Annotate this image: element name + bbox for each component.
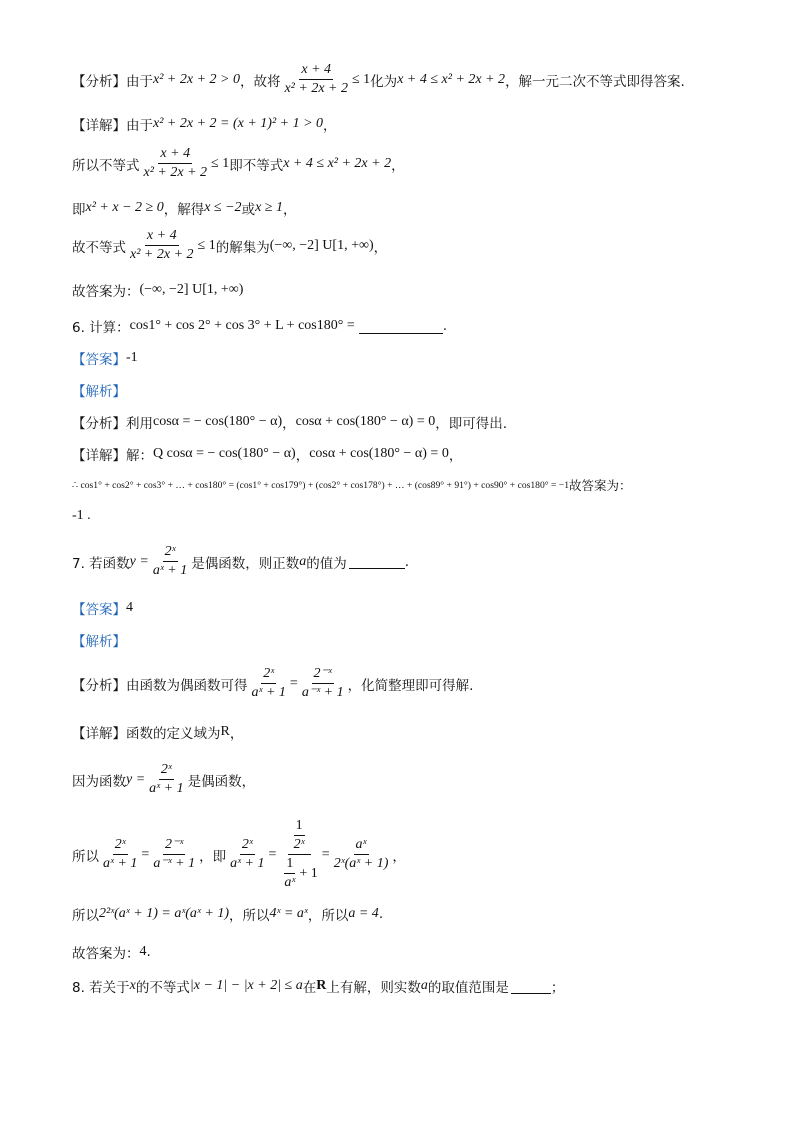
text: 即不等式 <box>229 157 284 174</box>
denominator: x² + 2x + 2 <box>143 165 208 181</box>
fraction <box>250 666 288 701</box>
answer-blank[interactable] <box>359 319 443 334</box>
denominator: 2ˣ <box>293 837 305 853</box>
q7-end <box>72 942 151 962</box>
q6-answer <box>72 348 138 368</box>
jiexi-tag: 【解析】 <box>72 384 126 400</box>
denominator: aˣ + 1 <box>230 856 265 872</box>
text: 因为函数 <box>72 773 126 790</box>
text: 在 <box>302 980 317 996</box>
numerator: aˣ <box>354 837 369 855</box>
math-expr: y = <box>129 553 149 569</box>
text: 的值为 <box>306 555 347 572</box>
numerator: x + 4 <box>145 228 179 246</box>
fraction <box>300 666 346 701</box>
detail-line-3 <box>72 198 296 218</box>
fraction <box>282 62 350 97</box>
math-expr: Q cosα = − cos(180° − α) <box>153 446 296 461</box>
math-expr: ∴ cos1° + cos2° + cos3° + … + cos180° = (cos1° + cos179°) + (cos2° + cos178°) + … + (cos89° + 91°) + cos90° + cos180° = −1 <box>72 479 570 491</box>
text: ， <box>282 202 297 218</box>
math-expr: cosα = − cos(180° − α) <box>153 414 283 429</box>
text: 由函数为偶函数可得 <box>126 677 248 694</box>
detail-line-2 <box>72 146 405 181</box>
detail-tag: 【详解】 <box>72 118 126 134</box>
math-expr: ≤ 1 <box>352 71 371 87</box>
compound-fraction <box>278 818 319 891</box>
text: 的取值范围是 <box>427 980 509 996</box>
text: 的解集为 <box>215 239 270 256</box>
denominator: a⁻ˣ + 1 <box>153 856 196 872</box>
math-expr: cos1° + cos 2° + cos 3° + L + cos180° = <box>129 318 355 333</box>
detail-tag: 【详解】 <box>72 448 126 464</box>
question-stem: 8. 若关于 <box>72 980 130 996</box>
answer-value: -1 <box>126 350 138 365</box>
math-expr: |x − 1| − |x + 2| ≤ a <box>189 978 303 993</box>
q7-detail <box>72 722 243 742</box>
text: ， <box>373 239 388 256</box>
equals: = <box>321 846 330 862</box>
text: . <box>442 318 448 334</box>
numerator: 2ˣ <box>261 666 276 684</box>
text: 由于 <box>126 73 153 90</box>
math-expr: x² + 2x + 2 = (x + 1)² + 1 > 0 <box>153 116 324 131</box>
text: 由于 <box>126 118 153 134</box>
math-expr: y = <box>126 771 146 787</box>
equals: = <box>289 675 298 691</box>
text: ， <box>323 118 337 134</box>
denominator: a⁻ˣ + 1 <box>301 685 344 701</box>
text: 故不等式 <box>72 239 126 256</box>
analysis-line-1 <box>72 62 685 97</box>
q7-jiexi <box>72 630 126 650</box>
denominator: aˣ <box>284 875 296 891</box>
question-8 <box>72 976 564 996</box>
numerator: x + 4 <box>158 146 192 164</box>
math-expr: x² + x − 2 ≥ 0 <box>85 200 164 215</box>
q7-line-1 <box>72 762 255 797</box>
text: 解： <box>126 448 153 464</box>
math-expr: ≤ 1 <box>197 237 216 253</box>
denominator: aˣ + 1 <box>103 856 138 872</box>
numerator: 1 <box>294 818 305 836</box>
q7-line-2 <box>72 818 406 891</box>
numerator: 2ˣ <box>240 837 255 855</box>
analysis-tag: 【分析】 <box>72 677 126 694</box>
math-expr: x ≥ 1 <box>255 200 283 215</box>
denominator: x² + 2x + 2 <box>284 81 348 97</box>
answer-tag: 【答案】 <box>72 602 126 618</box>
fraction <box>332 837 391 872</box>
text: ， <box>391 157 405 174</box>
text: ，所以 <box>229 908 270 924</box>
compound-numerator <box>288 818 311 855</box>
question-6 <box>72 316 447 336</box>
text: 即 <box>72 202 86 218</box>
denominator: 2ˣ(aˣ + 1) <box>333 856 389 872</box>
math-expr: x <box>129 978 136 993</box>
text: . <box>404 553 410 570</box>
math-expr: + 1 <box>299 865 318 881</box>
text: ， <box>282 416 296 432</box>
text: 是偶函数， <box>187 773 256 790</box>
math-expr: a <box>299 553 307 569</box>
q6-long-equation <box>72 476 632 494</box>
q7-analysis <box>72 666 473 701</box>
math-expr: R <box>316 978 327 993</box>
answer-value: 4 <box>126 600 133 615</box>
numerator: 2ˣ <box>163 544 178 562</box>
numerator: 2⁻ˣ <box>312 666 334 684</box>
detail-tag: 【详解】 <box>72 726 126 742</box>
math-expr: x + 4 ≤ x² + 2x + 2 <box>397 71 506 87</box>
text: 或 <box>241 202 256 218</box>
answer-line <box>72 280 243 300</box>
math-expr: ≤ 1 <box>211 155 230 171</box>
detail-line-4 <box>72 228 387 263</box>
fraction <box>282 856 297 891</box>
q7-answer <box>72 598 133 618</box>
math-expr: x + 4 ≤ x² + 2x + 2 <box>283 155 392 171</box>
text: ，故将 <box>239 73 281 90</box>
fraction <box>292 818 307 853</box>
denominator: aˣ + 1 <box>149 781 184 797</box>
text: 函数的定义域为 <box>126 726 221 742</box>
text: ，化简整理即可得解. <box>347 677 474 694</box>
text: 的不等式 <box>135 980 190 996</box>
jiexi-tag: 【解析】 <box>72 634 126 650</box>
answer-blank[interactable] <box>511 979 551 994</box>
fraction <box>101 837 139 872</box>
text: ，即可得出. <box>435 416 508 432</box>
detail-line-1 <box>72 114 337 134</box>
math-expr: x² + 2x + 2 > 0 <box>153 71 240 87</box>
text: 故答案为： <box>569 478 632 493</box>
text: 所以 <box>72 848 99 865</box>
text: 所以不等式 <box>72 157 140 174</box>
text: . <box>378 906 384 922</box>
fraction <box>228 837 266 872</box>
text: ； <box>550 980 565 996</box>
math-expr: (−∞, −2] U[1, +∞) <box>139 282 244 297</box>
fraction <box>128 228 196 263</box>
fraction <box>147 762 185 797</box>
fraction <box>142 146 210 181</box>
q6-analysis <box>72 412 507 432</box>
text: ， <box>448 448 463 464</box>
math-expr: (−∞, −2] U[1, +∞) <box>269 237 374 253</box>
text: 是偶函数，则正数 <box>191 555 300 572</box>
numerator: 1 <box>284 856 295 874</box>
answer-tag: 【答案】 <box>72 352 126 368</box>
compound-denominator <box>278 855 319 891</box>
text: ， <box>295 448 310 464</box>
text: 化为 <box>370 73 398 90</box>
text: ，解一元二次不等式即得答案. <box>505 73 685 90</box>
denominator: aˣ + 1 <box>251 685 286 701</box>
math-expr: a <box>420 978 428 993</box>
equals: = <box>141 846 150 862</box>
equals: = <box>268 846 277 862</box>
text: 故答案为： <box>72 284 140 300</box>
numerator: 2ˣ <box>113 837 128 855</box>
text: 利用 <box>126 416 153 432</box>
text: ， <box>229 726 244 742</box>
math-expr: 4 <box>139 944 147 959</box>
question-7 <box>72 544 409 579</box>
numerator: x + 4 <box>299 62 333 80</box>
text: ，解得 <box>163 202 205 218</box>
math-expr: cosα + cos(180° − α) = 0 <box>295 414 436 429</box>
math-expr: 4ˣ = aˣ <box>269 906 308 921</box>
fraction <box>151 544 189 579</box>
denominator: aˣ + 1 <box>152 563 188 579</box>
numerator: 2⁻ˣ <box>163 837 185 855</box>
math-expr: -1 . <box>72 508 91 523</box>
text: 故答案为： <box>72 946 140 962</box>
text: 上有解，则实数 <box>326 980 421 996</box>
text: ，即 <box>199 848 227 865</box>
math-expr: x ≤ −2 <box>204 200 242 215</box>
math-expr: cosα + cos(180° − α) = 0 <box>309 446 449 461</box>
text: ， <box>392 848 406 865</box>
denominator: x² + 2x + 2 <box>130 247 194 263</box>
text: 所以 <box>72 908 99 924</box>
answer-blank[interactable] <box>349 554 405 569</box>
q6-detail <box>72 444 462 464</box>
question-stem: 6. 计算： <box>72 320 130 336</box>
q7-line-3 <box>72 904 383 924</box>
numerator: 2ˣ <box>159 762 174 780</box>
fraction <box>151 837 197 872</box>
math-expr: a = 4 <box>348 906 379 921</box>
question-stem: 7. 若函数 <box>72 555 130 572</box>
text: . <box>146 944 151 960</box>
text: ，所以 <box>307 908 349 924</box>
math-expr: 2²ˣ(aˣ + 1) = aˣ(aˣ + 1) <box>99 906 229 921</box>
q6-jiexi <box>72 380 126 400</box>
analysis-tag: 【分析】 <box>72 416 126 432</box>
q6-end <box>72 508 91 524</box>
analysis-tag: 【分析】 <box>72 73 126 90</box>
math-expr: R <box>220 724 230 739</box>
